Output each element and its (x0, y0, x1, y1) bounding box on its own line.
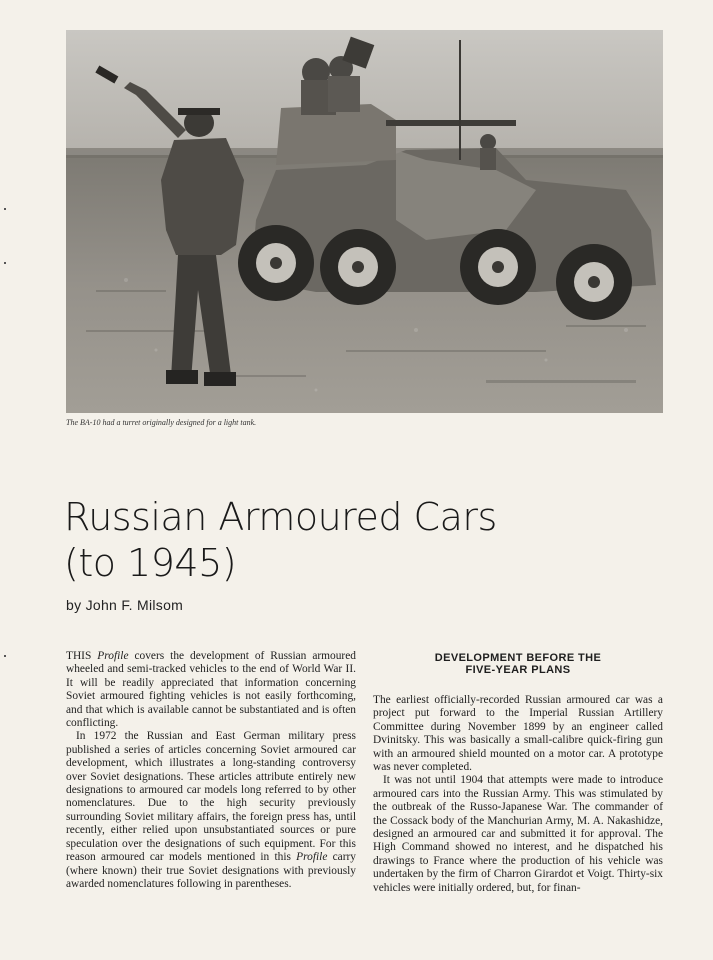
section-heading-line-2: FIVE-YEAR PLANS (465, 664, 571, 676)
margin-mark (4, 655, 6, 657)
intro-rest: covers the development of Russian armoured wheeled and semi-tracked vehicles to the end of World War II. It will be readily appreciated that information concerning Soviet armoured fighting vehicles is not easily forthcoming, and that which is available cannot be substantiated and is often conflicting. (66, 650, 356, 730)
section-paragraph-2: It was not until 1904 that attempts were made to introduce armoured cars into the Russian Army. This was stimulated by the outbreak of the Russo-Japanese War. The commander of the Cossack body of the Manchurian Army, M. A. Nakashidze, designed an armoured car and submitted it for approval. The High Command showed no interest, and he dispatched his drawings to France where the production of his vehicle was undertaken by the firm of Charron Girardot et Voigt. Thirty-six vehicles were initially ordered, but, for finan- (373, 774, 663, 894)
intro-paragraph (66, 650, 356, 730)
left-column (66, 650, 356, 891)
section-heading (373, 652, 663, 676)
section-heading-line-1: DEVELOPMENT BEFORE THE (434, 652, 602, 664)
intro-lead: THIS (66, 650, 98, 662)
photo-caption: The BA-10 had a turret originally designed for a light tank. (66, 418, 257, 427)
designations-paragraph (66, 730, 356, 891)
article-title (64, 494, 664, 586)
title-line-2: (to 1945) (64, 541, 237, 585)
margin-mark (4, 262, 6, 264)
designations-italic: Profile (296, 851, 328, 864)
margin-mark (4, 208, 6, 210)
byline: by John F. Milsom (66, 597, 184, 613)
section-paragraph-1: The earliest officially-recorded Russian armoured car was a project put forward to the Imperial Russian Artillery Committee during November 1899 by an engineer called Dvinitsky. This was basically a small-calibre quick-firing gun with an armoured shield mounted on a motor car. A prototype was never completed. (373, 694, 663, 774)
intro-italic: Profile (97, 650, 129, 662)
right-column (373, 652, 663, 895)
armoured-car-photo (66, 30, 663, 413)
designations-text-b: carry (where known) their true Soviet designations with previously awarded nomenclatures following in parentheses. (66, 851, 356, 890)
title-line-1: Russian Armoured Cars (64, 495, 497, 539)
designations-text-a: In 1972 the Russian and East German military press published a series of articles concerning Soviet armoured car development, which illustrates a long-standing controversy over Soviet designations. These articles attribute entirely new designations to armoured car models long referred to by other nomenclatures. Due to the high security previously surrounding Soviet military affairs, the foreign press has, until recently, either relied upon unsubstantiated sources or pure speculation over the designations of such equipment. For this reason armoured car models mentioned in this (66, 730, 356, 864)
